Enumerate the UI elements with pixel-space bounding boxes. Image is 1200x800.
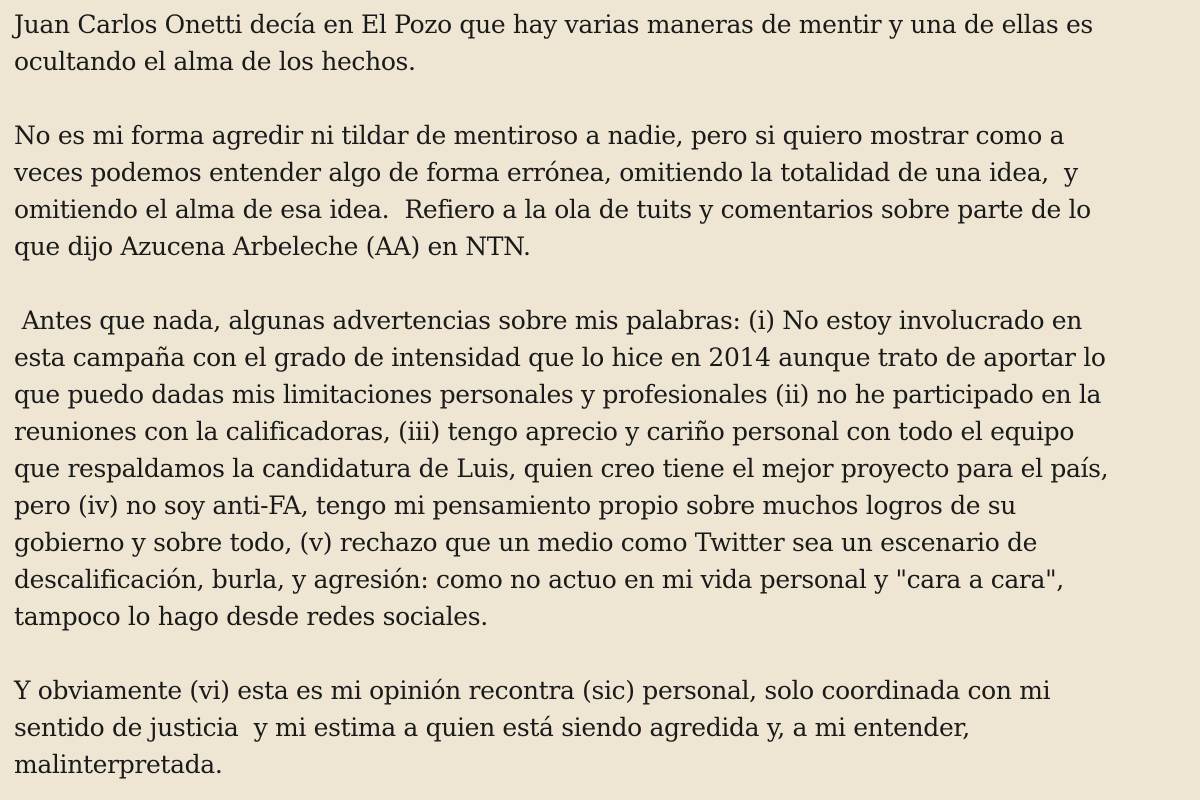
text-line: malinterpretada.: [14, 750, 223, 779]
text-line: tampoco lo hago desde redes sociales.: [14, 602, 488, 631]
text-line: esta campaña con el grado de intensidad que lo hice en 2014 aunque trato de aportar lo: [14, 343, 1106, 372]
text-line: ocultando el alma de los hechos.: [14, 47, 416, 76]
text-line: Y obviamente (vi) esta es mi opinión recontra (sic) personal, solo coordinada con mi: [14, 676, 1051, 705]
text-line: sentido de justicia y mi estima a quien está siendo agredida y, a mi entender,: [14, 713, 970, 742]
text-line: Juan Carlos Onetti decía en El Pozo que hay varias maneras de mentir y una de ellas es: [14, 10, 1093, 39]
text-line: reuniones con la calificadoras, (iii) tengo aprecio y cariño personal con todo el equipo: [14, 417, 1075, 446]
paragraph-1: [14, 6, 1200, 80]
text-line: gobierno y sobre todo, (v) rechazo que un medio como Twitter sea un escenario de: [14, 528, 1038, 557]
text-line: que respaldamos la candidatura de Luis, quien creo tiene el mejor proyecto para el país,: [14, 454, 1109, 483]
text-line: veces podemos entender algo de forma errónea, omitiendo la totalidad de una idea, y: [14, 158, 1078, 187]
text-line: pero (iv) no soy anti-FA, tengo mi pensamiento propio sobre muchos logros de su: [14, 491, 1017, 520]
paragraph-3: [14, 302, 1200, 635]
text-line: omitiendo el alma de esa idea. Refiero a la ola de tuits y comentarios sobre parte de lo: [14, 195, 1091, 224]
text-line: que puedo dadas mis limitaciones personales y profesionales (ii) no he participado en la: [14, 380, 1102, 409]
text-line: No es mi forma agredir ni tildar de mentiroso a nadie, pero si quiero mostrar como a: [14, 121, 1065, 150]
text-line: Antes que nada, algunas advertencias sobre mis palabras: (i) No estoy involucrado en: [14, 306, 1082, 335]
paragraph-4: [14, 672, 1200, 783]
paragraph-2: [14, 117, 1200, 265]
text-line: que dijo Azucena Arbeleche (AA) en NTN.: [14, 232, 531, 261]
text-line: descalificación, burla, y agresión: como no actuo en mi vida personal y "cara a cara",: [14, 565, 1064, 594]
